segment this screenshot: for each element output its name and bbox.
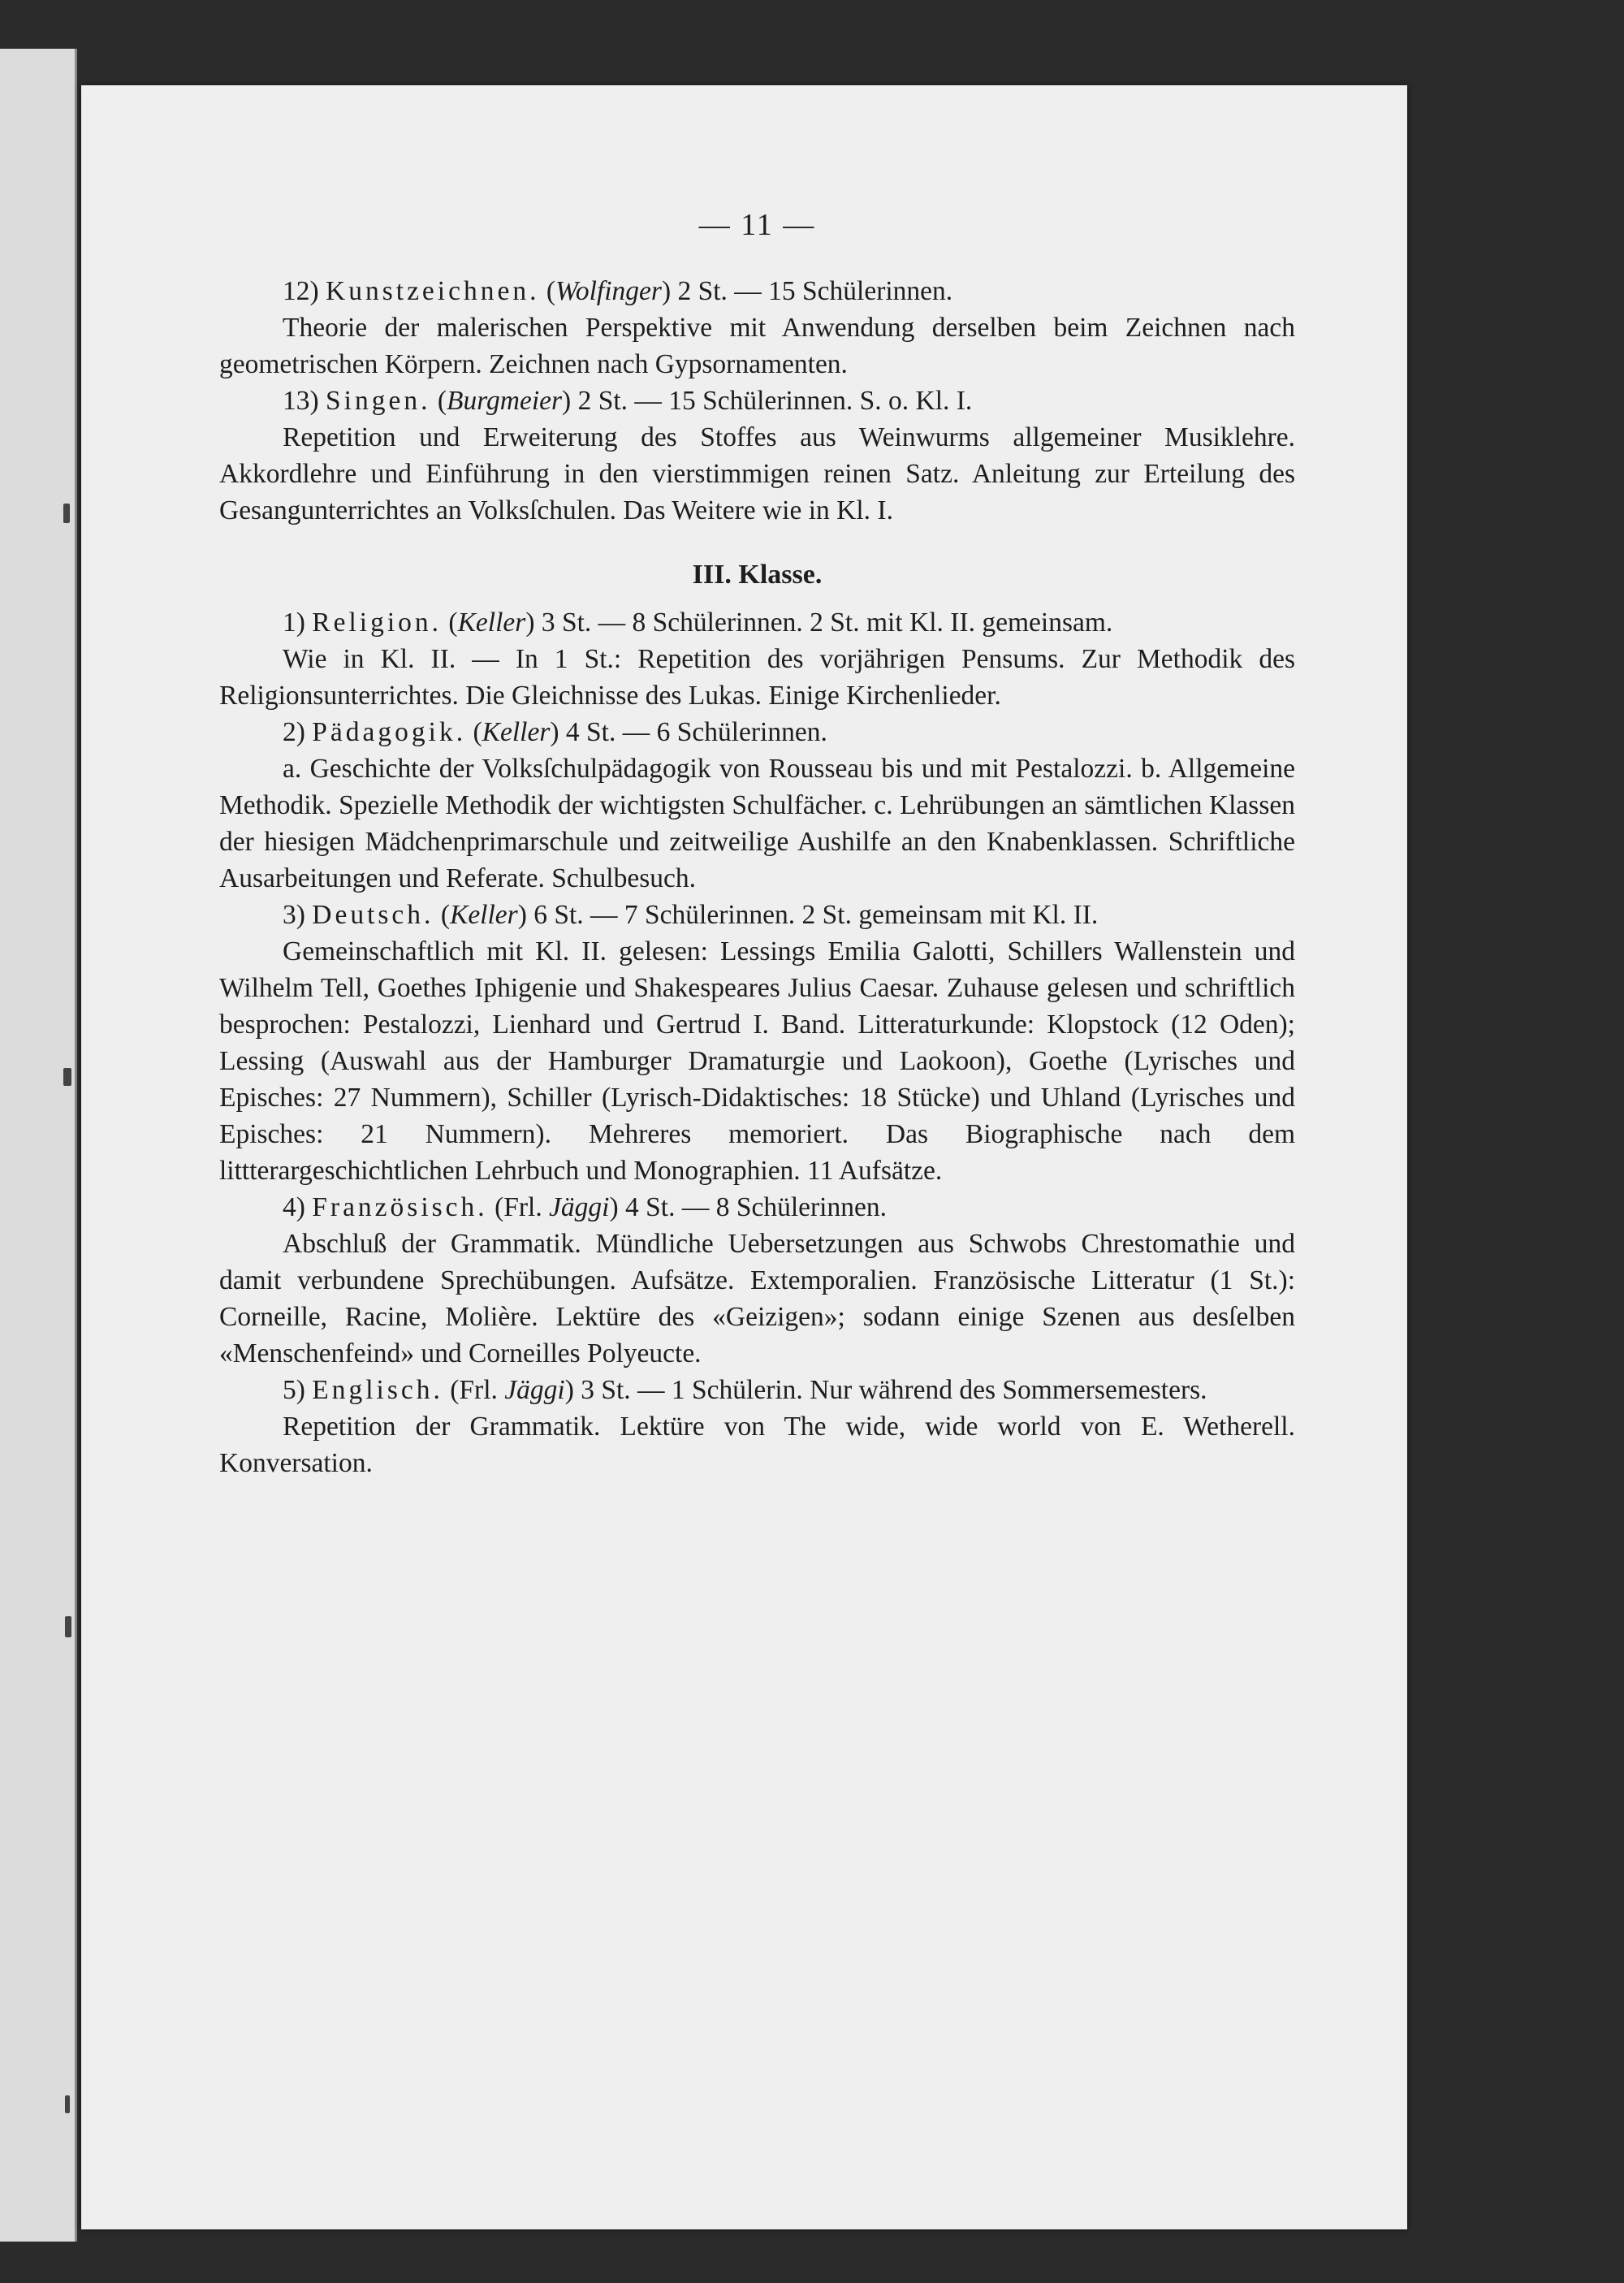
teacher-name: Burgmeier: [447, 386, 563, 416]
item-number: 2): [283, 717, 305, 747]
subject-title: Religion.: [312, 608, 443, 638]
section-details: 2 St. — 15 Schülerinnen. S. o. Kl. I.: [577, 386, 973, 416]
section-details: 4 St. — 6 Schülerinnen.: [565, 717, 827, 747]
section-body: Abschluß der Grammatik. Mündliche Uebersetzungen aus Schwobs Chrestomathie und damit verbundene Sprechübungen. Aufsätze. Extemporalien. Französische Litteratur (1 St.): Corneille, Racine, Molière. Lektüre des «Geizigen»; sodann einige Szenen aus desſelben «Menschenfeind» und Corneilles Polyeucte.: [219, 1229, 1295, 1369]
section-body: Repetition und Erweiterung des Stoffes aus Weinwurms allgemeiner Musiklehre. Akkordlehre und Einführung in den vierstimmigen reinen Satz. Anleitung zur Erteilung des Gesangunterrichtes an Volksſchulen. Das Weitere wie in Kl. I.: [219, 422, 1295, 525]
teacher-prefix: (Frl.: [495, 1192, 542, 1222]
section-englisch: 5) Englisch. (Frl. Jäggi) 3 St. — 1 Schülerin. Nur während des Sommersemesters.: [283, 1375, 1207, 1405]
page-number: — 11 —: [698, 208, 816, 242]
section-body: Repetition der Grammatik. Lektüre von The wide, wide world von E. Wetherell. Konversation.: [219, 1412, 1295, 1478]
item-number: 3): [283, 900, 305, 930]
section-body: a. Geschichte der Volksſchulpädagogik von Rousseau bis und mit Pestalozzi. b. Allgemeine Methodik. Spezielle Methodik der wichtigsten Schulfächer. c. Lehrübungen an sämtlichen Klassen der hiesigen Mädchenprimarschule und zeitweilige Aushilfe an den Knabenklassen. Schriftliche Ausarbeitungen und Referate. Schulbesuch.: [219, 754, 1295, 893]
page-edge-mark: [63, 504, 70, 523]
section-paedagogik: 2) Pädagogik. (Keller) 4 St. — 6 Schülerinnen.: [283, 717, 827, 747]
subject-title: Englisch.: [312, 1375, 443, 1405]
teacher-name: Wolfinger: [555, 276, 662, 306]
teacher-name: Keller: [457, 608, 526, 638]
teacher-name: Jäggi: [549, 1192, 610, 1222]
adjacent-page-edge: [0, 49, 77, 2242]
section-kunstzeichnen: 12) Kunstzeichnen. (Wolfinger) 2 St. — 15 Schülerinnen.: [283, 276, 953, 306]
subject-title: Pädagogik.: [312, 717, 467, 747]
section-details: 2 St. — 15 Schülerinnen.: [677, 276, 953, 306]
teacher-name: Jäggi: [504, 1375, 565, 1405]
item-number: 12): [283, 276, 319, 306]
teacher-prefix: (Frl.: [450, 1375, 498, 1405]
document-page: [81, 85, 1407, 2229]
section-deutsch: 3) Deutsch. (Keller) 6 St. — 7 Schülerinnen. 2 St. gemeinsam mit Kl. II.: [283, 900, 1099, 930]
section-details: 4 St. — 8 Schülerinnen.: [625, 1192, 887, 1222]
subject-title: Deutsch.: [312, 900, 434, 930]
section-body: Gemeinschaftlich mit Kl. II. gelesen: Lessings Emilia Galotti, Schillers Wallenstein und Wilhelm Tell, Goethes Iphigenie und Shakespeares Julius Caesar. Zuhause gelesen und schriftlich besprochen: Pestalozzi, Lienhard und Gertrud I. Band. Litteraturkunde: Klopstock (12 Oden); Lessing (Auswahl aus der Hamburger Dramaturgie und Laokoon), Goethe (Lyrisches und Episches: 27 Nummern), Schiller (Lyrisch-Didaktisches: 18 Stücke) und Uhland (Lyrisches und Episches: 21 Nummern). Mehreres memoriert. Das Biographische nach dem littterargeschichtlichen Lehrbuch und Monographien. 11 Aufsätze.: [219, 936, 1295, 1186]
section-body: Theorie der malerischen Perspektive mit Anwendung derselben beim Zeichnen nach geometrischen Körpern. Zeichnen nach Gypsornamenten.: [219, 313, 1295, 379]
page-edge-mark: [63, 1068, 71, 1086]
subject-title: Französisch.: [312, 1192, 488, 1222]
section-body: Wie in Kl. II. — In 1 St.: Repetition des vorjährigen Pensums. Zur Methodik des Religionsunterrichtes. Die Gleichnisse des Lukas. Einige Kirchenlieder.: [219, 644, 1295, 711]
page-edge-mark: [65, 1616, 71, 1637]
section-religion: 1) Religion. (Keller) 3 St. — 8 Schülerinnen. 2 St. mit Kl. II. gemeinsam.: [283, 608, 1113, 638]
teacher-name: Keller: [449, 900, 518, 930]
item-number: 4): [283, 1192, 305, 1222]
section-franzoesisch: 4) Französisch. (Frl. Jäggi) 4 St. — 8 Schülerinnen.: [283, 1192, 887, 1222]
item-number: 13): [283, 386, 319, 416]
item-number: 5): [283, 1375, 305, 1405]
subject-title: Kunstzeichnen.: [326, 276, 540, 306]
section-details: 3 St. — 1 Schülerin. Nur während des Sommersemesters.: [581, 1375, 1207, 1405]
item-number: 1): [283, 608, 305, 638]
subject-title: Singen.: [326, 386, 431, 416]
class-heading: III. Klasse.: [692, 560, 823, 590]
section-details: 6 St. — 7 Schülerinnen. 2 St. gemeinsam mit Kl. II.: [533, 900, 1099, 930]
section-singen: 13) Singen. (Burgmeier) 2 St. — 15 Schülerinnen. S. o. Kl. I.: [283, 386, 973, 416]
teacher-name: Keller: [482, 717, 551, 747]
page-edge-mark: [65, 2095, 70, 2113]
section-details: 3 St. — 8 Schülerinnen. 2 St. mit Kl. II. gemeinsam.: [541, 608, 1113, 638]
page-text: [219, 207, 1295, 1481]
